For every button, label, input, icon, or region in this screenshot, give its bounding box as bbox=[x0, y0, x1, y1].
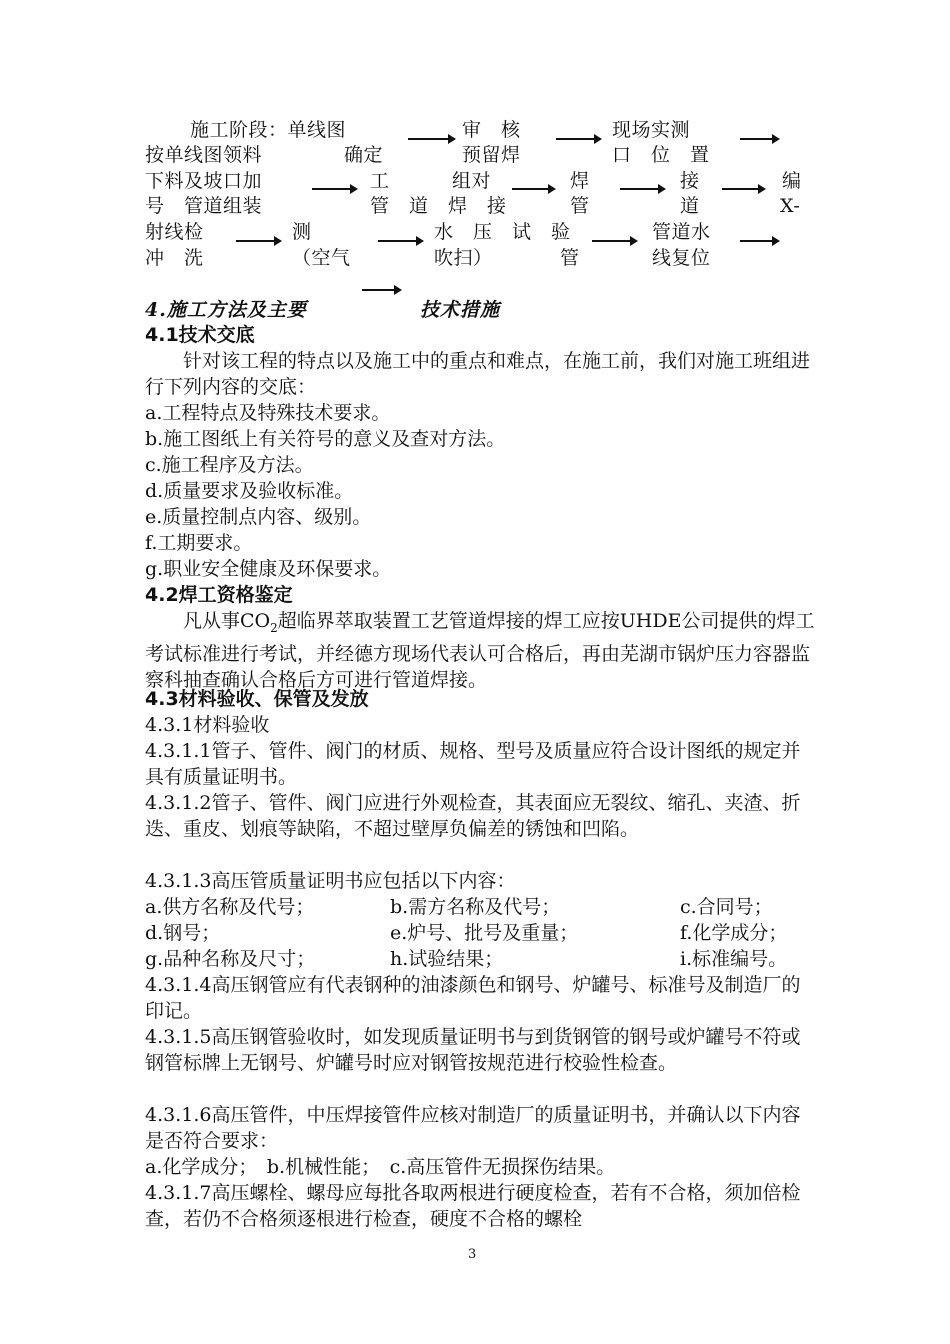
paragraph bbox=[145, 608, 815, 691]
flow-text: 施工阶段：单线图 bbox=[190, 119, 347, 141]
paragraph-text: 凡从事CO bbox=[183, 610, 271, 632]
flow-text: 工 bbox=[370, 170, 390, 192]
flow-text: 号 管道组装 bbox=[145, 195, 263, 217]
flow-arrow bbox=[592, 240, 636, 242]
flow-text: 水 压 试 验 bbox=[434, 221, 571, 243]
paragraph: 4.3.1.2管子、管件、阀门应进行外观检查，其表面应无裂纹、缩孔、夹渣、折迭、重皮、划痕等缺陷，不超过壁厚负偏差的锈蚀和凹陷。 bbox=[145, 792, 801, 840]
list-item: f.工期要求。 bbox=[145, 532, 253, 554]
grid-cell: c.合同号； bbox=[680, 896, 773, 918]
flow-arrow bbox=[620, 188, 664, 190]
flow-arrow bbox=[740, 138, 778, 140]
flow-text: （空气 bbox=[292, 247, 351, 269]
flow-text: 预留焊 bbox=[462, 144, 521, 166]
list-item: d.质量要求及验收标准。 bbox=[145, 480, 354, 502]
section-4-heading-left: 4.施工方法及主要 bbox=[145, 299, 307, 321]
subscript: 2 bbox=[270, 620, 278, 635]
paragraph: a.化学成分； b.机械性能； c.高压管件无损探伤结果。 bbox=[145, 1156, 616, 1178]
list-item: g.职业安全健康及环保要求。 bbox=[145, 558, 392, 580]
list-item: a.工程特点及特殊技术要求。 bbox=[145, 402, 391, 424]
grid-row bbox=[145, 946, 815, 972]
paragraph: 4.3.1.3高压管质量证明书应包括以下内容： bbox=[145, 870, 516, 892]
list-item: c.施工程序及方法。 bbox=[145, 454, 314, 476]
section-4-2-title: 4.2焊工资格鉴定 bbox=[145, 584, 293, 606]
flow-text: 现场实测 bbox=[612, 119, 691, 141]
body-text bbox=[145, 322, 815, 1232]
paragraph-text: 超临界萃取装置工艺管道焊接的焊工应按UHDE公司提供的焊工考试标准进行考试，并经德方现场代表认可合格后，再由芜湖市锅炉压力容器监察科抽查确认合格后方可进行管道焊接。 bbox=[145, 610, 815, 691]
flow-text: 管道水 bbox=[652, 221, 711, 243]
flow-arrow bbox=[556, 138, 600, 140]
flow-text: 冲 洗 bbox=[145, 247, 204, 269]
flow-text: 道 bbox=[680, 195, 700, 217]
section-4-heading-right: 技术措施 bbox=[420, 299, 501, 321]
flow-arrow bbox=[362, 289, 400, 291]
paragraph: 4.3.1.5高压钢管验收时，如发现质量证明书与到货钢管的钢号或炉罐号不符或钢管标牌上无钢号、炉罐号时应对钢管按规范进行校验性检查。 bbox=[145, 1026, 801, 1074]
flow-arrow bbox=[408, 138, 454, 140]
flow-text: 下料及坡口加 bbox=[145, 170, 263, 192]
flow-arrow bbox=[312, 188, 356, 190]
flow-arrow bbox=[236, 240, 280, 242]
page-number: 3 bbox=[468, 1247, 477, 1262]
flow-text: 管 bbox=[570, 195, 590, 217]
flow-text: 线复位 bbox=[652, 247, 711, 269]
grid-cell: a.供方名称及代号； bbox=[145, 896, 315, 918]
grid-row bbox=[145, 894, 815, 920]
flow-arrow bbox=[378, 240, 422, 242]
grid-cell: f.化学成分； bbox=[680, 922, 788, 944]
flow-text: 吹扫） bbox=[434, 247, 493, 269]
subsection-title: 4.3.1材料验收 bbox=[145, 714, 270, 736]
grid-cell: e.炉号、批号及重量； bbox=[390, 922, 579, 944]
flow-text: 焊 bbox=[570, 170, 590, 192]
list-item: b.施工图纸上有关符号的意义及查对方法。 bbox=[145, 428, 506, 450]
paragraph: 4.3.1.6高压管件，中压焊接管件应核对制造厂的质量证明书，并确认以下内容是否符合要求： bbox=[145, 1104, 801, 1152]
flow-text: 口 位 置 bbox=[612, 144, 710, 166]
section-4-3-title: 4.3材料验收、保管及发放 bbox=[145, 688, 369, 710]
flow-text: 射线检 bbox=[145, 221, 204, 243]
flow-text: 确定 bbox=[344, 144, 384, 166]
flow-text: 组对 bbox=[452, 170, 492, 192]
flow-text: 编 bbox=[782, 170, 802, 192]
flow-arrow bbox=[722, 188, 764, 190]
flow-text: 管 道 焊 接 bbox=[370, 195, 507, 217]
flow-text: 接 bbox=[680, 170, 700, 192]
paragraph: 4.3.1.7高压螺栓、螺母应每批各取两根进行硬度检查，若有不合格，须加倍检查，若仍不合格须逐根进行检查，硬度不合格的螺栓 bbox=[145, 1182, 801, 1230]
flow-text: 管 bbox=[560, 247, 580, 269]
flow-text: 审 核 bbox=[462, 119, 521, 141]
grid-cell: i.标准编号。 bbox=[680, 948, 788, 970]
grid-cell: h.试验结果； bbox=[390, 948, 504, 970]
flow-text: X- bbox=[780, 195, 801, 217]
paragraph: 4.3.1.1管子、管件、阀门的材质、规格、型号及质量应符合设计图纸的规定并具有质量证明书。 bbox=[145, 740, 801, 788]
flow-text: 测 bbox=[292, 221, 312, 243]
section-4-1-title: 4.1技术交底 bbox=[145, 324, 255, 346]
paragraph: 针对该工程的特点以及施工中的重点和难点，在施工前，我们对施工班组进行下列内容的交底： bbox=[145, 350, 811, 398]
grid-cell: b.需方名称及代号； bbox=[390, 896, 561, 918]
flow-arrow bbox=[740, 240, 778, 242]
flow-text: 按单线图领料 bbox=[145, 144, 263, 166]
paragraph: 4.3.1.4高压钢管应有代表钢种的油漆颜色和钢号、炉罐号、标准号及制造厂的印记。 bbox=[145, 974, 801, 1022]
list-item: e.质量控制点内容、级别。 bbox=[145, 506, 372, 528]
grid-row bbox=[145, 920, 815, 946]
flow-arrow bbox=[512, 188, 554, 190]
grid-cell: g.品种名称及尺寸； bbox=[145, 948, 316, 970]
grid-cell: d.钢号； bbox=[145, 922, 221, 944]
